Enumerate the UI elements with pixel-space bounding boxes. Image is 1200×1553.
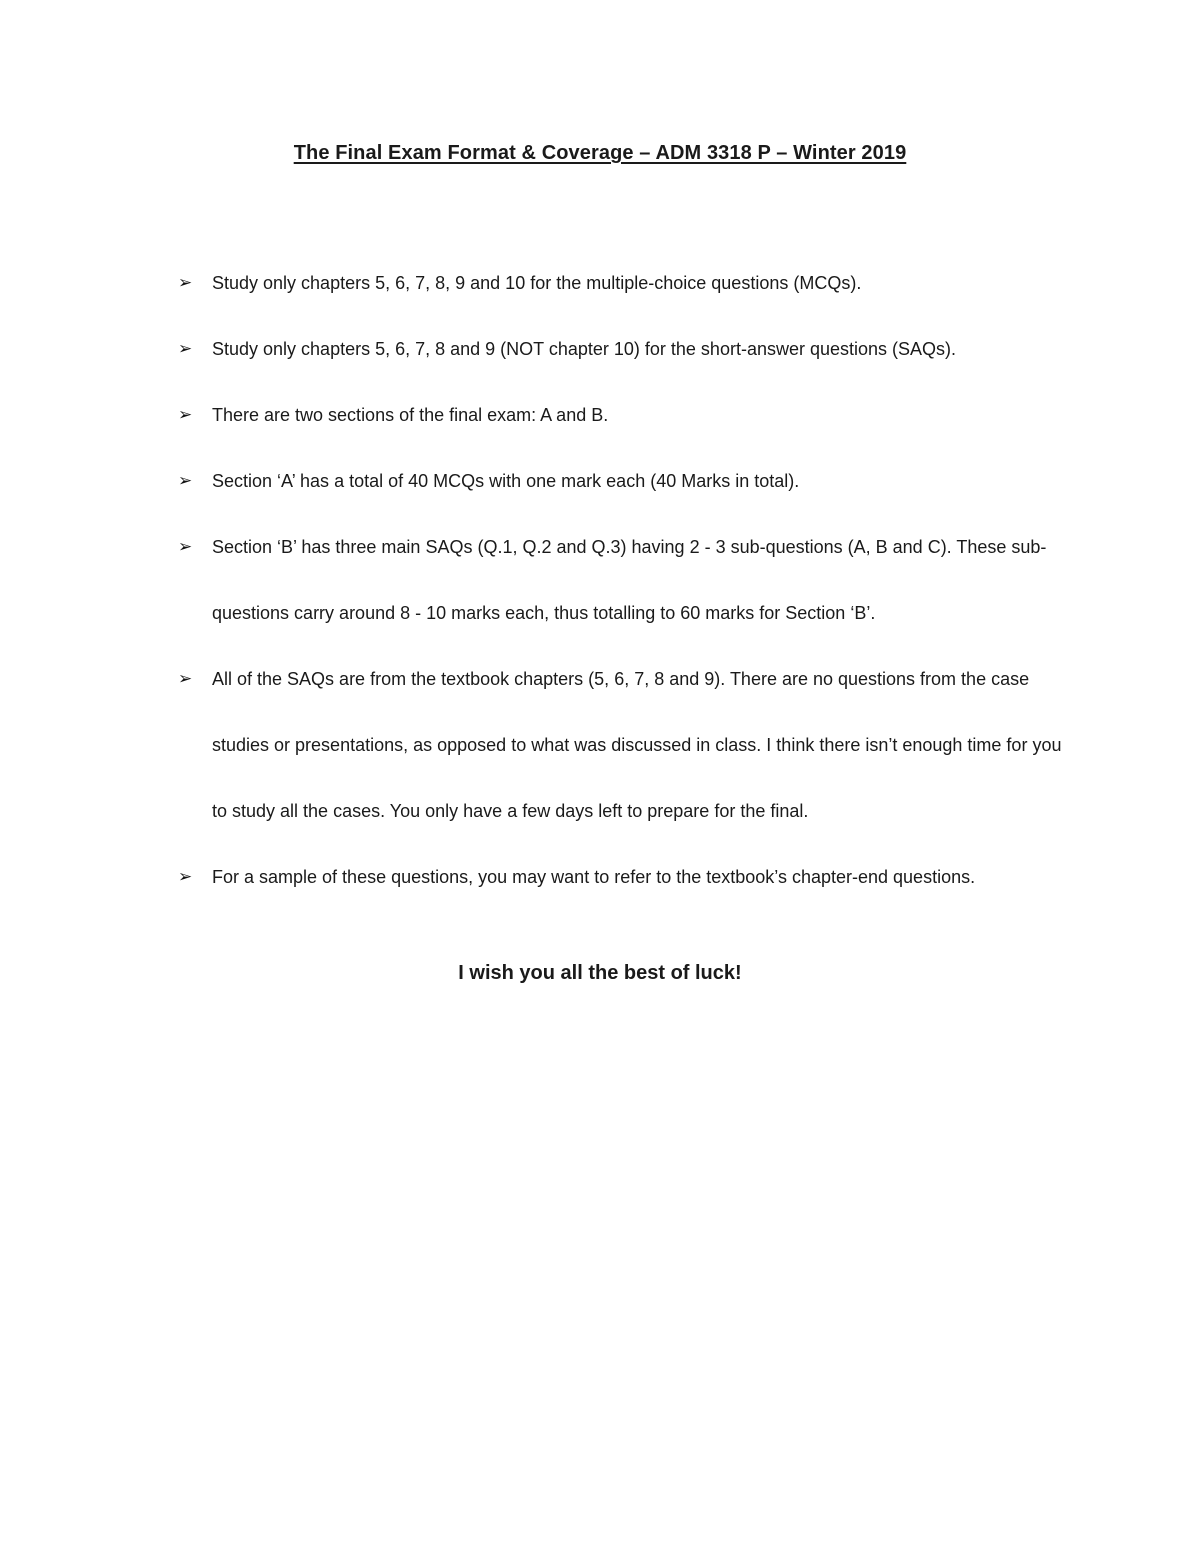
list-item [178, 316, 1078, 382]
list-item [178, 646, 1078, 844]
list-item [178, 448, 1078, 514]
list-item-text: Section ‘A’ has a total of 40 MCQs with one mark each (40 Marks in total). [212, 471, 800, 491]
bullet-list [178, 250, 1078, 910]
arrowhead-bullet-icon: ➢ [178, 867, 193, 886]
arrowhead-bullet-icon: ➢ [178, 405, 193, 424]
list-item-text: All of the SAQs are from the textbook chapters (5, 6, 7, 8 and 9). There are no questions from the case studies or presentations, as opposed to what was discussed in class. I think there isn’t enough time for you to study all the cases. You only have a few days left to prepare for the final. [212, 669, 1062, 821]
list-item-text: Section ‘B’ has three main SAQs (Q.1, Q.2 and Q.3) having 2 - 3 sub-questions (A, B and C). These sub-questions carry around 8 - 10 marks each, thus totalling to 60 marks for Section ‘B’. [212, 537, 1047, 623]
arrowhead-bullet-icon: ➢ [178, 537, 193, 556]
list-item-text: For a sample of these questions, you may want to refer to the textbook’s chapter-end questions. [212, 867, 976, 887]
list-item-text: Study only chapters 5, 6, 7, 8 and 9 (NOT chapter 10) for the short-answer questions (SAQs). [212, 339, 957, 359]
arrowhead-bullet-icon: ➢ [178, 669, 193, 688]
arrowhead-bullet-icon: ➢ [178, 339, 193, 358]
list-item [178, 514, 1078, 646]
list-item [178, 844, 1078, 910]
document-title: The Final Exam Format & Coverage – ADM 3318 P – Winter 2019 [293, 142, 907, 164]
list-item-text: Study only chapters 5, 6, 7, 8, 9 and 10 for the multiple-choice questions (MCQs). [212, 273, 862, 293]
list-item [178, 250, 1078, 316]
list-item-text: There are two sections of the final exam: A and B. [212, 405, 609, 425]
arrowhead-bullet-icon: ➢ [178, 471, 193, 490]
arrowhead-bullet-icon: ➢ [178, 273, 193, 292]
closing-message: I wish you all the best of luck! [458, 962, 742, 984]
list-item [178, 382, 1078, 448]
